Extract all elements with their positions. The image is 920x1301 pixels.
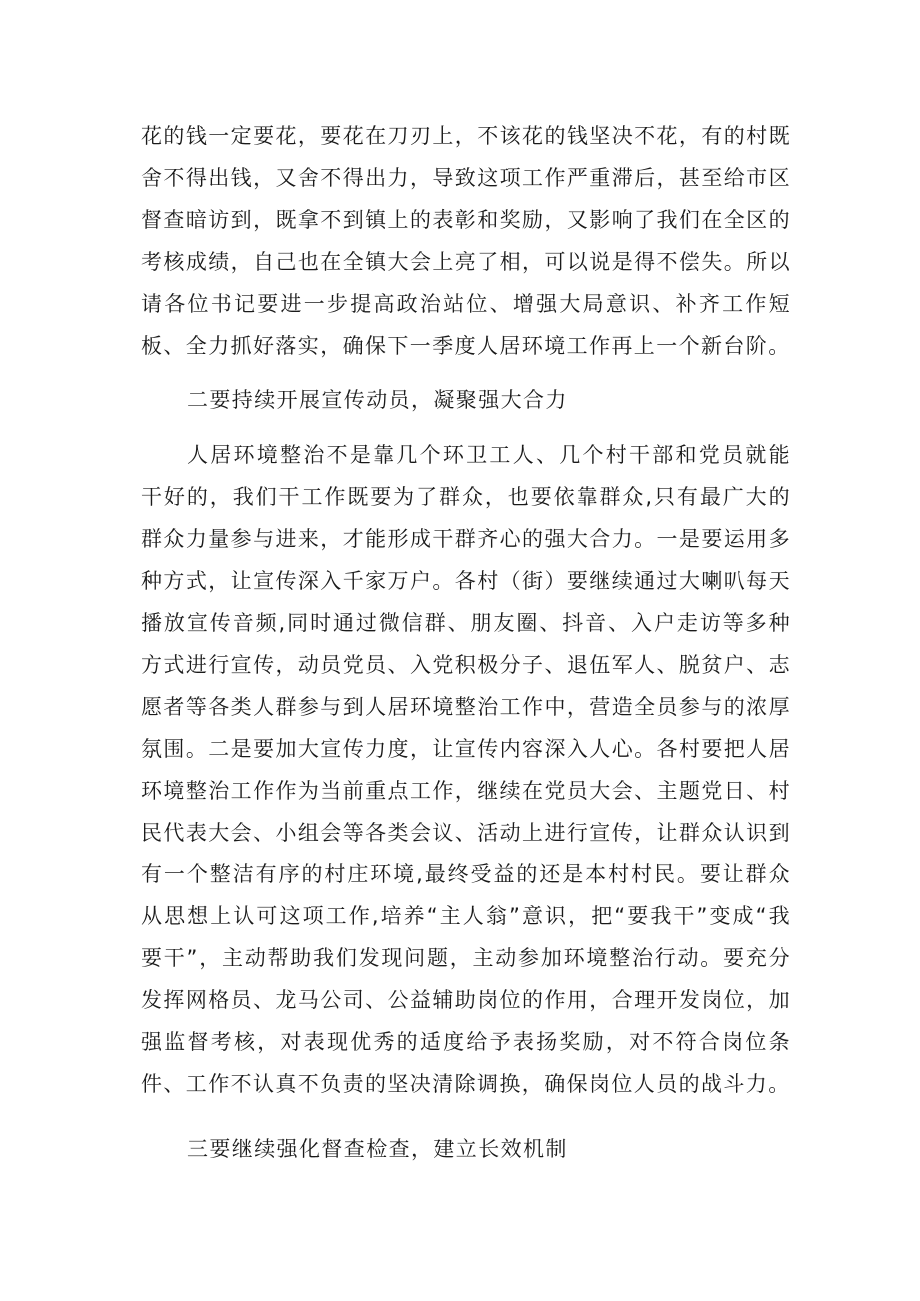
paragraph-publicity: 人居环境整治不是靠几个环卫工人、几个村干部和党员就能干好的，我们干工作既要为了群众，也要依靠群众,只有最广大的群众力量参与进来，才能形成干群齐心的强大合力。一是要运用多种方式，让宣传深入千家万户。各村（街）要继续通过大喇叭每天播放宣传音频,同时通过微信群、朋友圈、抖音、入户走访等多种方式进行宣传，动员党员、入党积极分子、退伍军人、脱贫户、志愿者等各类人群参与到人居环境整治工作中，营造全员参与的浓厚氛围。二是要加大宣传力度，让宣传内容深入人心。各村要把人居环境整治工作作为当前重点工作，继续在党员大会、主题党日、村民代表大会、小组会等各类会议、活动上进行宣传，让群众认识到有一个整洁有序的村庄环境,最终受益的还是本村村民。要让群众从思想上认可这项工作,培养“主人翁”意识，把“要我干”变成“我要干”，主动帮助我们发现问题，主动参加环境整治行动。要充分发挥网格员、龙马公司、公益辅助岗位的作用，合理开发岗位，加强监督考核，对表现优秀的适度给予表扬奖励，对不符合岗位条件、工作不认真不负责的坚决清除调换，确保岗位人员的战斗力。 xyxy=(141,443,791,1096)
document-body xyxy=(141,116,791,1171)
section-heading-3: 三要继续强化督查检查，建立长效机制 xyxy=(187,1136,568,1161)
paragraph-continued: 花的钱一定要花，要花在刀刃上，不该花的钱坚决不花，有的村既舍不得出钱，又舍不得出力，导致这项工作严重滞后，甚至给市区督查暗访到，既拿不到镇上的表彰和奖励，又影响了我们在全区的考核成绩，自己也在全镇大会上亮了相，可以说是得不偿失。所以请各位书记要进一步提高政治站位、增强大局意识、补齐工作短板、全力抓好落实，确保下一季度人居环境工作再上一个新台阶。 xyxy=(141,124,791,358)
section-heading-2: 二要持续开展宣传动员，凝聚强大合力 xyxy=(187,388,568,413)
